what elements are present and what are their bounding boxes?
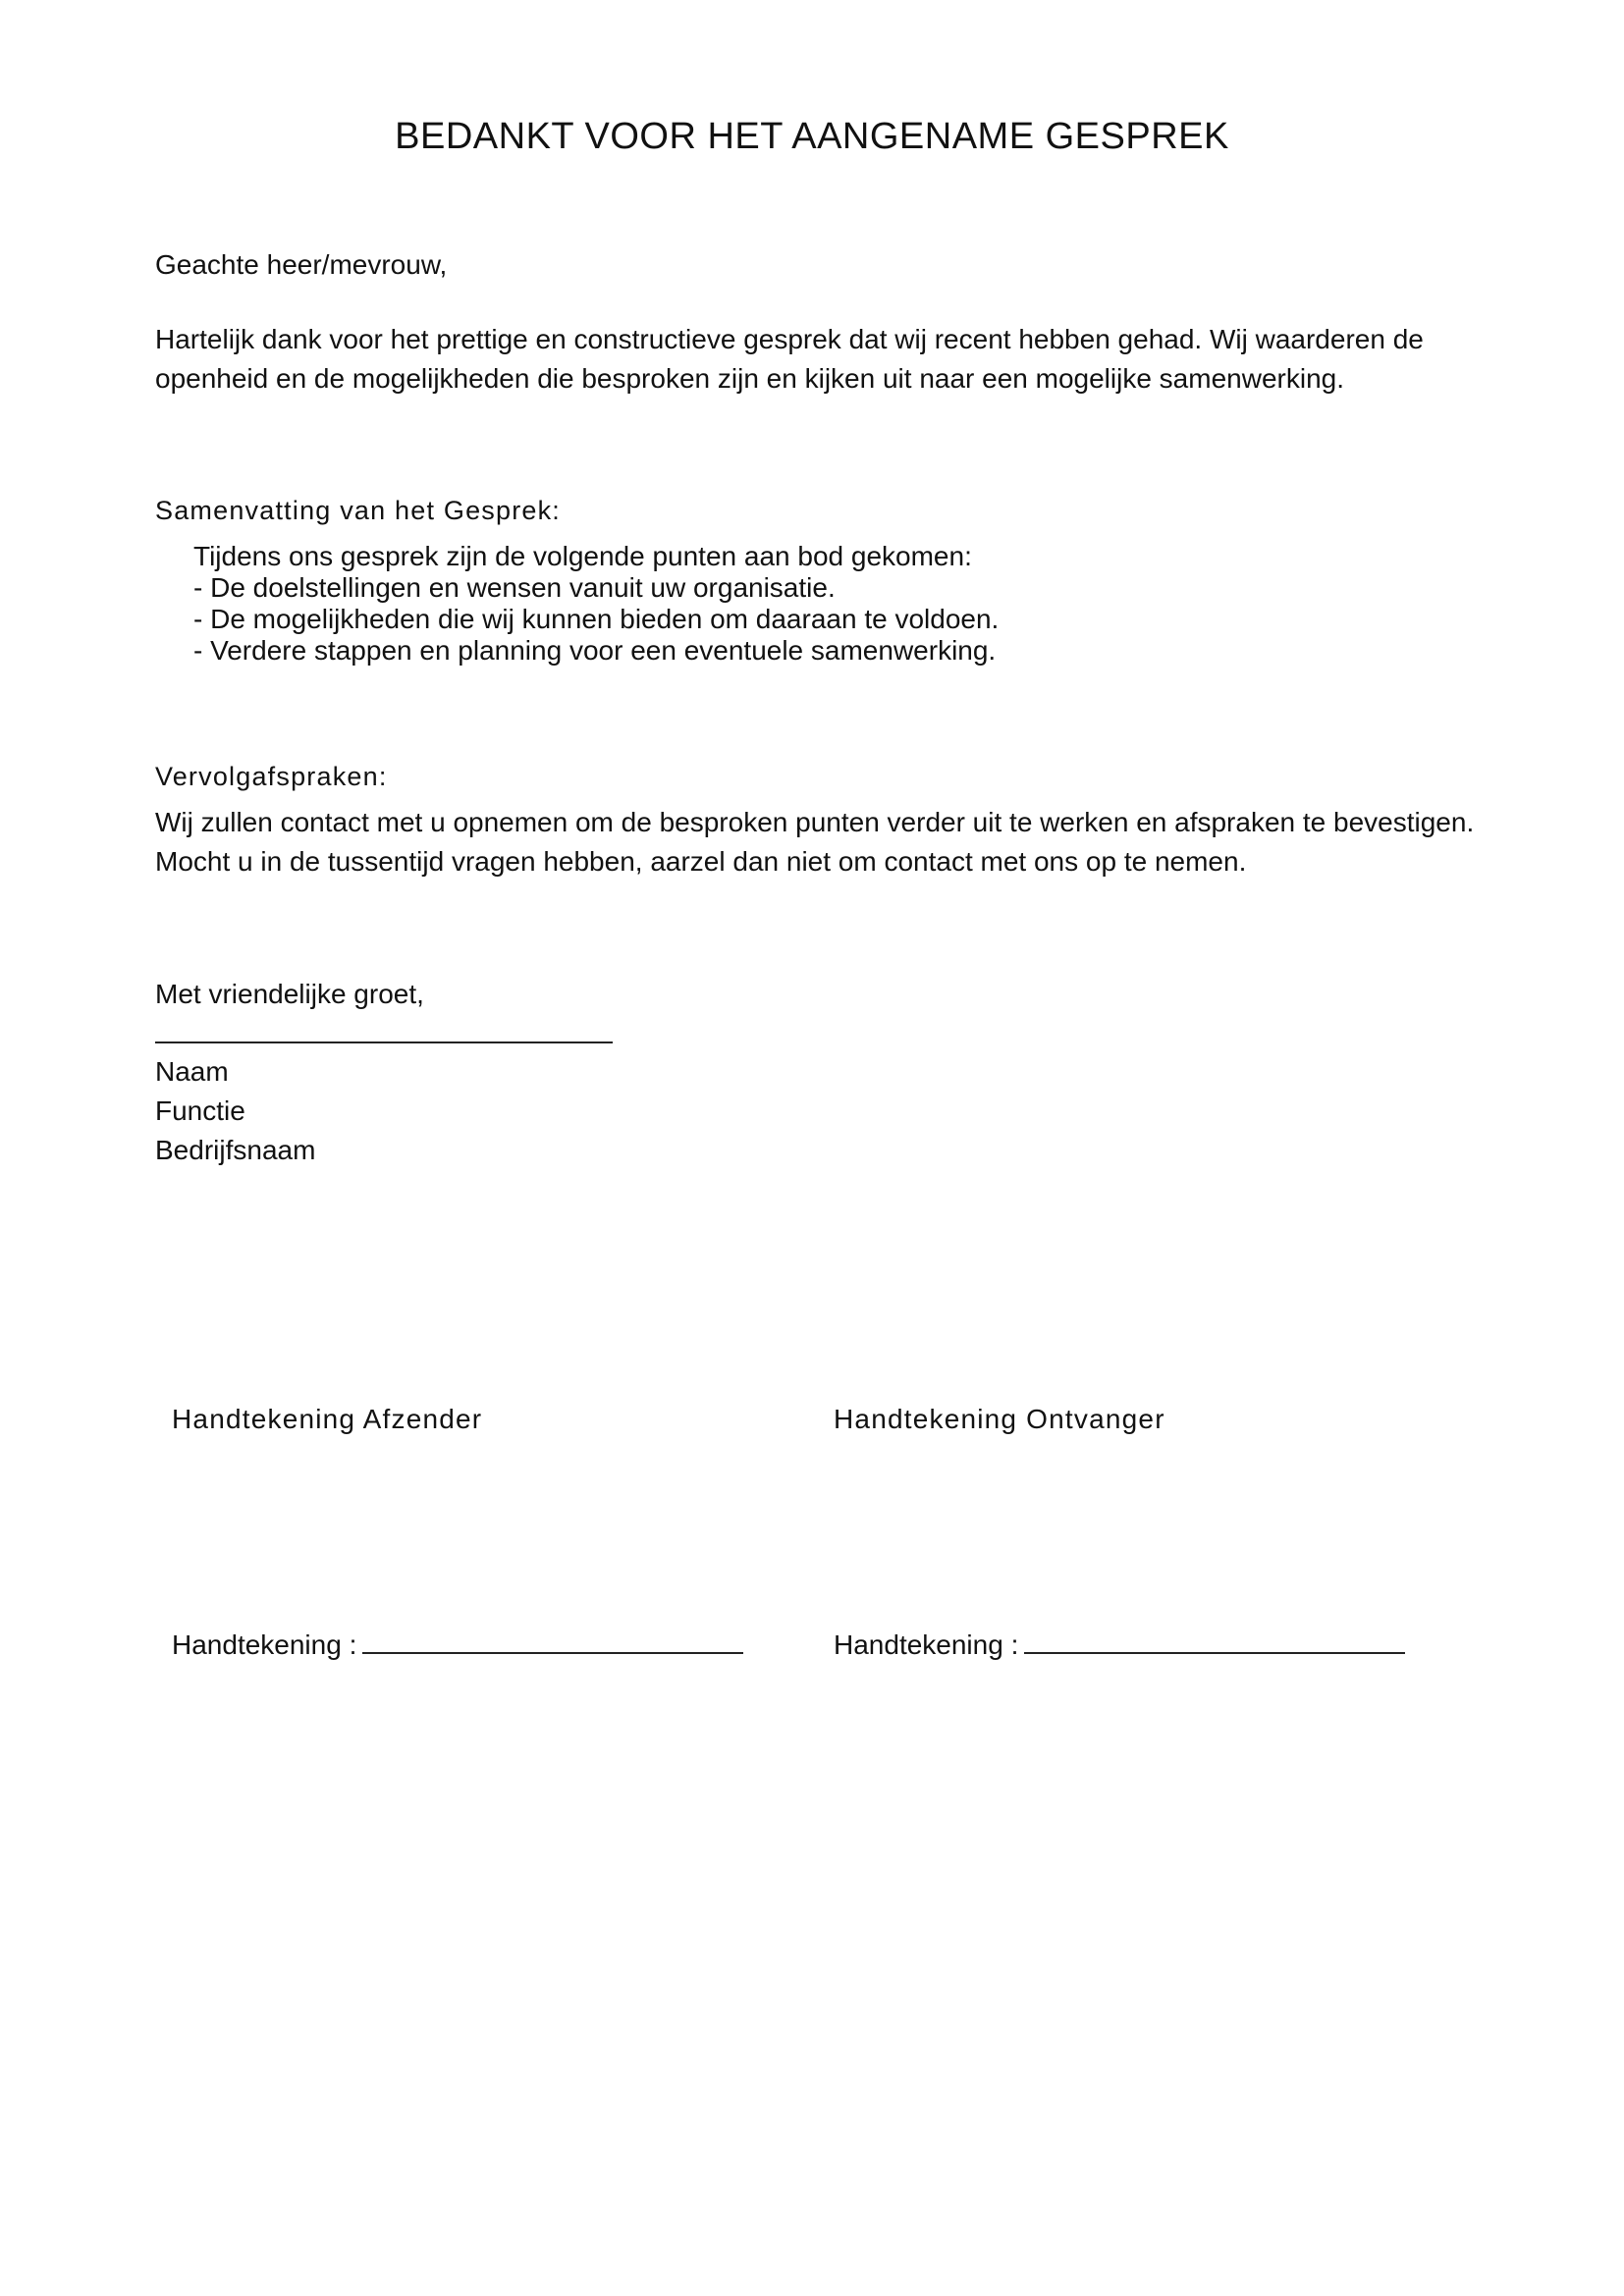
summary-line: Tijdens ons gesprek zijn de volgende punten aan bod gekomen:	[193, 541, 972, 571]
sender-signature-field	[172, 1623, 743, 1661]
receiver-signature-field	[834, 1623, 1405, 1661]
summary-list	[193, 541, 999, 667]
followup-line-1: Wij zullen contact met u opnemen om de besproken punten verder uit te werken en afspraken te bevestigen.	[155, 807, 1475, 837]
receiver-signature-field-label: Handtekening :	[834, 1629, 1019, 1660]
closing-company: Bedrijfsnaam	[155, 1135, 316, 1165]
sender-signature-label: Handtekening Afzender	[172, 1404, 483, 1434]
receiver-signature-blank[interactable]	[1024, 1623, 1405, 1654]
intro-line-2: openheid en de mogelijkheden die besproken zijn en kijken uit naar een mogelijke samenwerking.	[155, 363, 1344, 394]
followup-line-2: Mocht u in de tussentijd vragen hebben, aarzel dan niet om contact met ons op te nemen.	[155, 846, 1247, 877]
closing-greeting: Met vriendelijke groet,	[155, 979, 424, 1009]
salutation: Geachte heer/mevrouw,	[155, 249, 448, 280]
closing-role: Functie	[155, 1095, 245, 1126]
summary-line: - De mogelijkheden die wij kunnen bieden om daaraan te voldoen.	[193, 604, 1000, 634]
closing-signature-line	[155, 1041, 613, 1043]
summary-heading: Samenvatting van het Gesprek:	[155, 496, 562, 525]
summary-line: - Verdere stappen en planning voor een eventuele samenwerking.	[193, 635, 997, 666]
intro-line-1: Hartelijk dank voor het prettige en constructieve gesprek dat wij recent hebben gehad. Wij waarderen de	[155, 324, 1424, 354]
sender-signature-blank[interactable]	[362, 1623, 743, 1654]
closing-name: Naam	[155, 1056, 229, 1087]
receiver-signature-label: Handtekening Ontvanger	[834, 1404, 1165, 1434]
document-title: BEDANKT VOOR HET AANGENAME GESPREK	[395, 116, 1229, 157]
followup-heading: Vervolgafspraken:	[155, 762, 388, 791]
sender-signature-field-label: Handtekening :	[172, 1629, 357, 1660]
summary-line: - De doelstellingen en wensen vanuit uw organisatie.	[193, 572, 836, 603]
